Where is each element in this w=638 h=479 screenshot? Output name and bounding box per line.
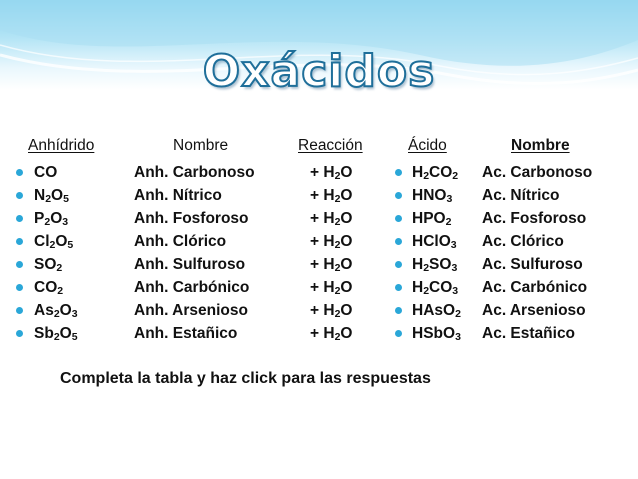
bullet-icon xyxy=(395,330,402,337)
formula-text: + $H_2O$ xyxy=(310,187,353,205)
instruction-text: Completa la tabla y haz click para las respuestas xyxy=(60,370,431,387)
bullet-icon xyxy=(16,192,23,199)
reaction-term xyxy=(310,230,352,253)
bullet-icon xyxy=(16,307,23,314)
anhidrido-formula xyxy=(34,299,78,322)
formula-text: $N_2O_5$ xyxy=(34,187,69,205)
header-reaccion: Reacción xyxy=(298,137,363,154)
anhidrido-name: Anh. Estañico xyxy=(134,325,238,342)
reaction-term xyxy=(310,161,352,184)
formula-text: HClO$_3$ xyxy=(412,233,457,251)
anhidrido-formula xyxy=(34,230,73,253)
bullet-icon xyxy=(395,192,402,199)
formula-text: $H_2CO_2$ xyxy=(412,164,459,182)
acid-formula xyxy=(412,276,458,299)
acid-formula xyxy=(412,207,451,230)
anhidrido-formula xyxy=(34,276,63,299)
bullet-icon xyxy=(395,215,402,222)
formula-text: + $H_2O$ xyxy=(310,210,353,228)
acid-formula xyxy=(412,322,461,345)
acid-name: Ac. Sulfuroso xyxy=(482,256,583,273)
formula-text: + $H_2O$ xyxy=(310,256,353,274)
reaction-term xyxy=(310,253,352,276)
header-anhidrido: Anhídrido xyxy=(28,137,95,154)
reaction-term xyxy=(310,207,352,230)
acid-name: Ac. Carbónico xyxy=(482,279,588,296)
acid-name: Ac. Arsenioso xyxy=(482,302,586,319)
reaction-term xyxy=(310,299,352,322)
formula-text: $HNO_3$ xyxy=(412,187,453,205)
bullet-icon xyxy=(16,330,23,337)
acid-formula xyxy=(412,184,452,207)
formula-text: HSbO$_3$ xyxy=(412,325,461,343)
formula-text: $Cl_2O_5$ xyxy=(34,233,74,251)
anhidrido-formula xyxy=(34,207,68,230)
anhidrido-name: Anh. Arsenioso xyxy=(134,302,248,319)
reaction-term xyxy=(310,322,352,345)
bullet-icon xyxy=(395,307,402,314)
slide-title: Oxácidos xyxy=(202,46,436,97)
formula-text: $H_2SO_3$ xyxy=(412,256,458,274)
header-acido: Ácido xyxy=(408,137,447,154)
formula-text: + $H_2O$ xyxy=(310,302,353,320)
bullet-icon xyxy=(395,261,402,268)
formula-text: + $H_2O$ xyxy=(310,325,353,343)
anhidrido-name: Anh. Sulfuroso xyxy=(134,256,246,273)
reaction-term xyxy=(310,276,352,299)
formula-text: $P_2O_3$ xyxy=(34,210,69,228)
formula-text: $H_2CO_3$ xyxy=(412,279,459,297)
acid-name: Ac. Carbonoso xyxy=(482,164,593,181)
acid-name: Ac. Nítrico xyxy=(482,187,560,204)
formula-text: $SO_2$ xyxy=(34,256,63,274)
formula-text: + $H_2O$ xyxy=(310,279,353,297)
anhidrido-name: Anh. Nítrico xyxy=(134,187,222,204)
acid-name: Ac. Estañico xyxy=(482,325,576,342)
acid-name: Ac. Fosforoso xyxy=(482,210,587,227)
header-nombre-acido: Nombre xyxy=(511,137,570,154)
formula-text: $As_2O_3$ xyxy=(34,302,78,320)
acid-name: Ac. Clórico xyxy=(482,233,564,250)
anhidrido-name: Anh. Carbonoso xyxy=(134,164,255,181)
anhidrido-name: Anh. Clórico xyxy=(134,233,227,250)
bullet-icon xyxy=(16,261,23,268)
anhidrido-formula xyxy=(34,184,69,207)
formula-text: HAsO$_2$ xyxy=(412,302,461,320)
formula-text: + $H_2O$ xyxy=(310,233,353,251)
bullet-icon xyxy=(16,215,23,222)
acid-formula xyxy=(412,253,457,276)
formula-text: $HPO_2$ xyxy=(412,210,452,228)
anhidrido-name: Anh. Carbónico xyxy=(134,279,250,296)
anhidrido-name: Anh. Fosforoso xyxy=(134,210,249,227)
bullet-icon xyxy=(395,169,402,176)
formula-text: + $H_2O$ xyxy=(310,164,353,182)
anhidrido-formula xyxy=(34,322,78,345)
acid-formula xyxy=(412,161,458,184)
bullet-icon xyxy=(16,238,23,245)
bullet-icon xyxy=(16,284,23,291)
acid-formula xyxy=(412,230,457,253)
bullet-icon xyxy=(16,169,23,176)
bullet-icon xyxy=(395,238,402,245)
bullet-icon xyxy=(395,284,402,291)
anhidrido-formula xyxy=(34,161,57,184)
anhidrido-formula xyxy=(34,253,62,276)
acid-formula xyxy=(412,299,461,322)
reaction-term xyxy=(310,184,352,207)
formula-text: CO xyxy=(34,164,58,181)
formula-text: $Sb_2O_5$ xyxy=(34,325,78,343)
header-nombre-anhidrido: Nombre xyxy=(173,137,229,154)
formula-text: $CO_2$ xyxy=(34,279,64,297)
